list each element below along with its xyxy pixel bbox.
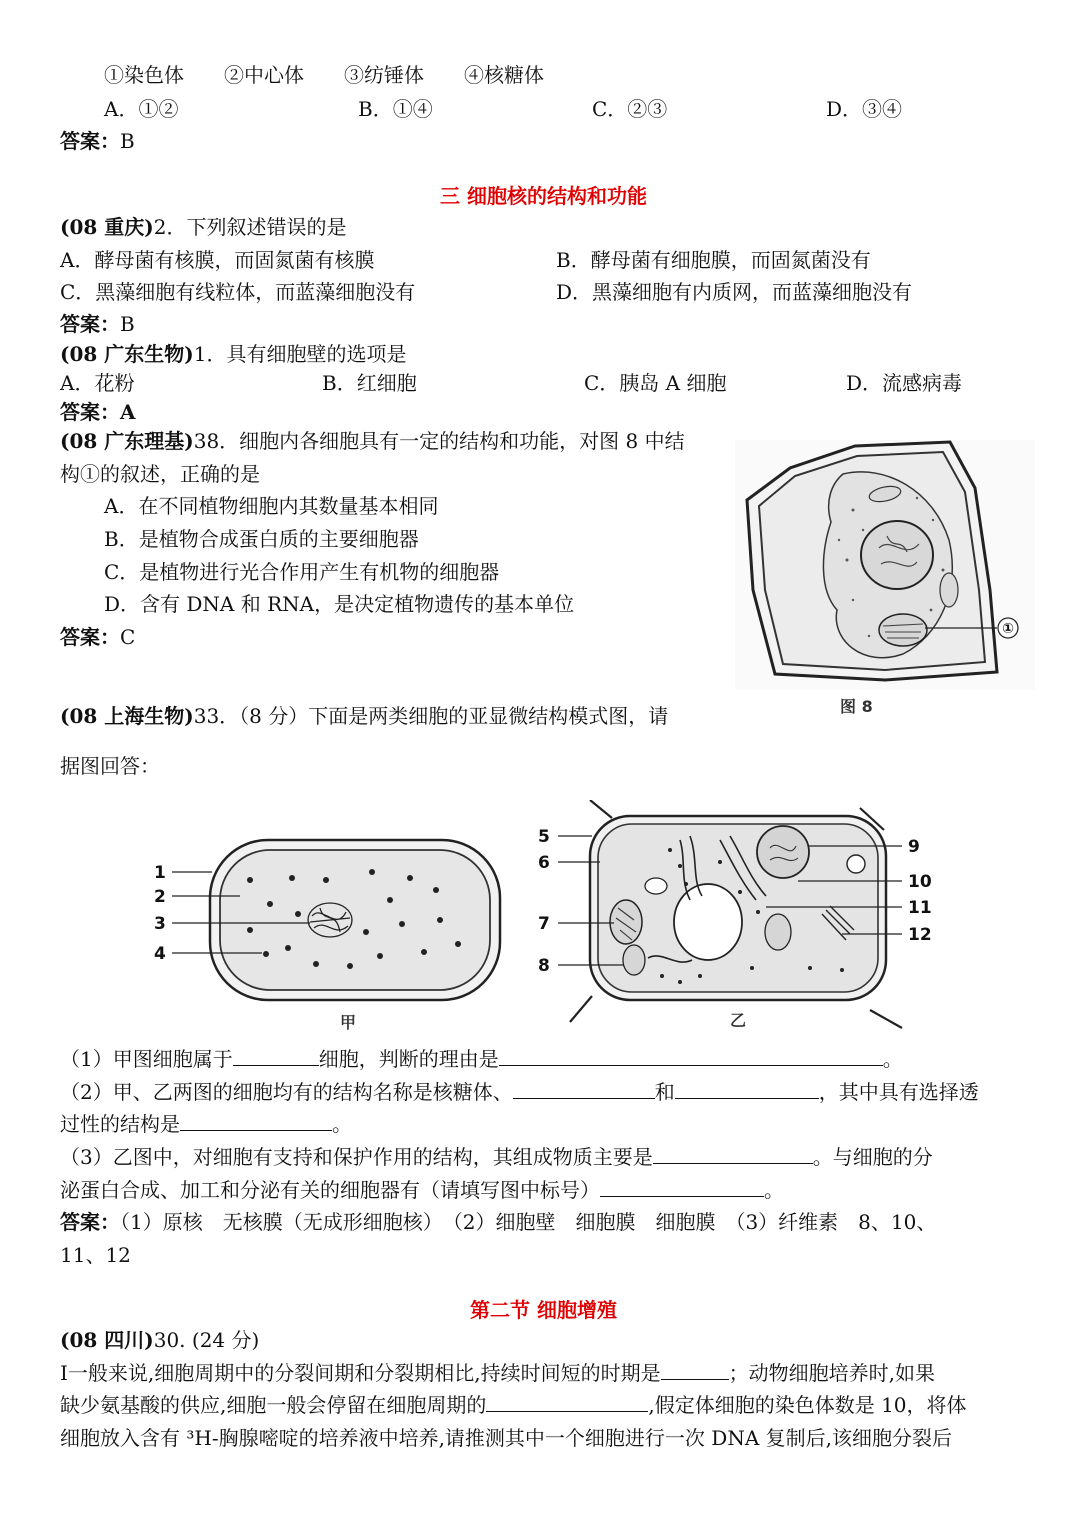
answer-value: B: [120, 129, 135, 153]
question-source: (08 上海生物): [60, 704, 194, 728]
answer-label: 答案：: [60, 129, 120, 153]
question-source: (08 广东生物): [60, 342, 194, 366]
label-1: 1: [154, 863, 166, 883]
question-source: (08 重庆): [60, 215, 154, 239]
answer-value: C: [120, 625, 136, 649]
option-d: D．黑藻细胞有内质网，而蓝藻细胞没有: [556, 280, 913, 304]
answer-label: 答案：: [60, 400, 120, 424]
answer-value-cont: 11、12: [60, 1243, 131, 1267]
question-sc: [60, 1327, 259, 1353]
figure-yi-plant-cell: [530, 800, 950, 1035]
label-8: 8: [538, 956, 550, 976]
section-title: 第二节 细胞增殖: [470, 1298, 617, 1322]
label-2: 2: [154, 887, 166, 907]
question-stem: 2．下列叙述错误的是: [153, 215, 347, 239]
answer-blank[interactable]: [600, 1178, 764, 1197]
option-b: B．①④: [358, 97, 433, 121]
label-7: 7: [538, 914, 550, 934]
option-c: C．黑藻细胞有线粒体，而蓝藻细胞没有: [60, 280, 416, 304]
figure-caption: 甲: [340, 1013, 357, 1032]
answer-label: 答案：: [60, 312, 120, 336]
label-11: 11: [908, 898, 932, 918]
option-d: D．③④: [826, 97, 903, 121]
answer-value: B: [120, 312, 135, 336]
option-d: D．含有 DNA 和 RNA，是决定植物遗传的基本单位: [104, 592, 575, 616]
answer-line: [60, 311, 135, 337]
label-4: 4: [154, 944, 166, 964]
option-d: D．流感病毒: [846, 371, 963, 395]
answer-label: 答案：: [60, 1210, 120, 1234]
question-stem: 33．（8 分）下面是两类细胞的亚显微结构模式图，请: [193, 704, 669, 728]
option-c: C．是植物进行光合作用产生有机物的细胞器: [104, 560, 500, 584]
answer-blank[interactable]: [675, 1080, 819, 1099]
answer-line: [60, 1209, 936, 1235]
figure-jia-prokaryote: [140, 820, 520, 1040]
option-b: B．酵母菌有细胞膜，而固氮菌没有: [556, 248, 871, 272]
option-c: C．②③: [592, 97, 668, 121]
question-cq: [60, 214, 346, 240]
answer-label: 答案：: [60, 625, 120, 649]
question-stem: 30. (24 分): [153, 1328, 260, 1352]
option-a: A．①②: [104, 97, 179, 121]
option-a: A．花粉: [60, 371, 135, 395]
question-gd: [60, 341, 406, 367]
answer-blank[interactable]: [653, 1145, 813, 1164]
answer-line: [60, 128, 135, 154]
question-line-3: 细胞放入含有 ³H-胸腺嘧啶的培养液中培养,请推测其中一个细胞进行一次 DNA 复制后,该细胞分裂后: [60, 1426, 952, 1450]
figure-marker: ①: [1002, 621, 1014, 637]
answer-line: [60, 624, 135, 650]
option-a: A．酵母菌有核膜，而固氮菌有核膜: [60, 248, 375, 272]
question-stem: 38．细胞内各细胞具有一定的结构和功能，对图 8 中结: [193, 429, 685, 453]
label-10: 10: [908, 872, 932, 892]
option-a: A．在不同植物细胞内其数量基本相同: [104, 494, 439, 518]
answer-blank[interactable]: [233, 1047, 319, 1066]
answer-blank[interactable]: [661, 1361, 729, 1380]
figure-caption: 乙: [730, 1011, 747, 1030]
option-b: B．是植物合成蛋白质的主要细胞器: [104, 527, 419, 551]
answer-blank[interactable]: [513, 1080, 655, 1099]
subquestion-3-cont: 泌蛋白合成、加工和分泌有关的细胞器有（请填写图中标号） 。: [60, 1178, 784, 1202]
figure-8-plant-cell: [735, 440, 1035, 720]
question-gdlj: [60, 428, 685, 454]
option-b: B．红细胞: [322, 371, 417, 395]
question-stem-cont: 构①的叙述，正确的是: [60, 462, 260, 486]
label-5: 5: [538, 827, 550, 847]
answer-value: A: [120, 400, 136, 424]
question-source: (08 广东理基): [60, 429, 194, 453]
answer-blank[interactable]: [486, 1393, 648, 1412]
label-6: 6: [538, 853, 550, 873]
question-sh: [60, 703, 668, 729]
answer-blank[interactable]: [499, 1047, 883, 1066]
figure-caption: 图 8: [840, 697, 873, 716]
label-3: 3: [154, 914, 166, 934]
subquestion-3: （3）乙图中，对细胞有支持和保护作用的结构，其组成物质主要是 。与细胞的分: [60, 1145, 933, 1169]
section-title: 三 细胞核的结构和功能: [440, 184, 647, 208]
question-items: ①染色体 ②中心体 ③纺锤体 ④核糖体: [104, 63, 544, 87]
subquestion-2: （2）甲、乙两图的细胞均有的结构名称是核糖体、 和 ，其中具有选择透: [60, 1080, 979, 1104]
question-stem: 1．具有细胞壁的选项是: [193, 342, 407, 366]
label-9: 9: [908, 837, 920, 857]
answer-line: [60, 399, 136, 425]
question-line-1: Ⅰ一般来说,细胞周期中的分裂间期和分裂期相比,持续时间短的时期是 ；动物细胞培养时,如果: [60, 1361, 935, 1385]
question-stem-cont: 据图回答：: [60, 754, 160, 778]
question-source: (08 四川): [60, 1328, 154, 1352]
label-12: 12: [908, 925, 932, 945]
answer-blank[interactable]: [180, 1112, 332, 1131]
answer-value: （1）原核 无核膜（无成形细胞核） （2）细胞壁 细胞膜 细胞膜 （3）纤维素 8、10、: [120, 1210, 937, 1234]
option-c: C．胰岛 A 细胞: [584, 371, 727, 395]
question-line-2: 缺少氨基酸的供应,细胞一般会停留在细胞周期的 ,假定体细胞的染色体数是 10，将体: [60, 1393, 967, 1417]
subquestion-1: （1）甲图细胞属于 细胞，判断的理由是 。: [60, 1047, 903, 1071]
subquestion-2-cont: 过性的结构是 。: [60, 1112, 352, 1136]
